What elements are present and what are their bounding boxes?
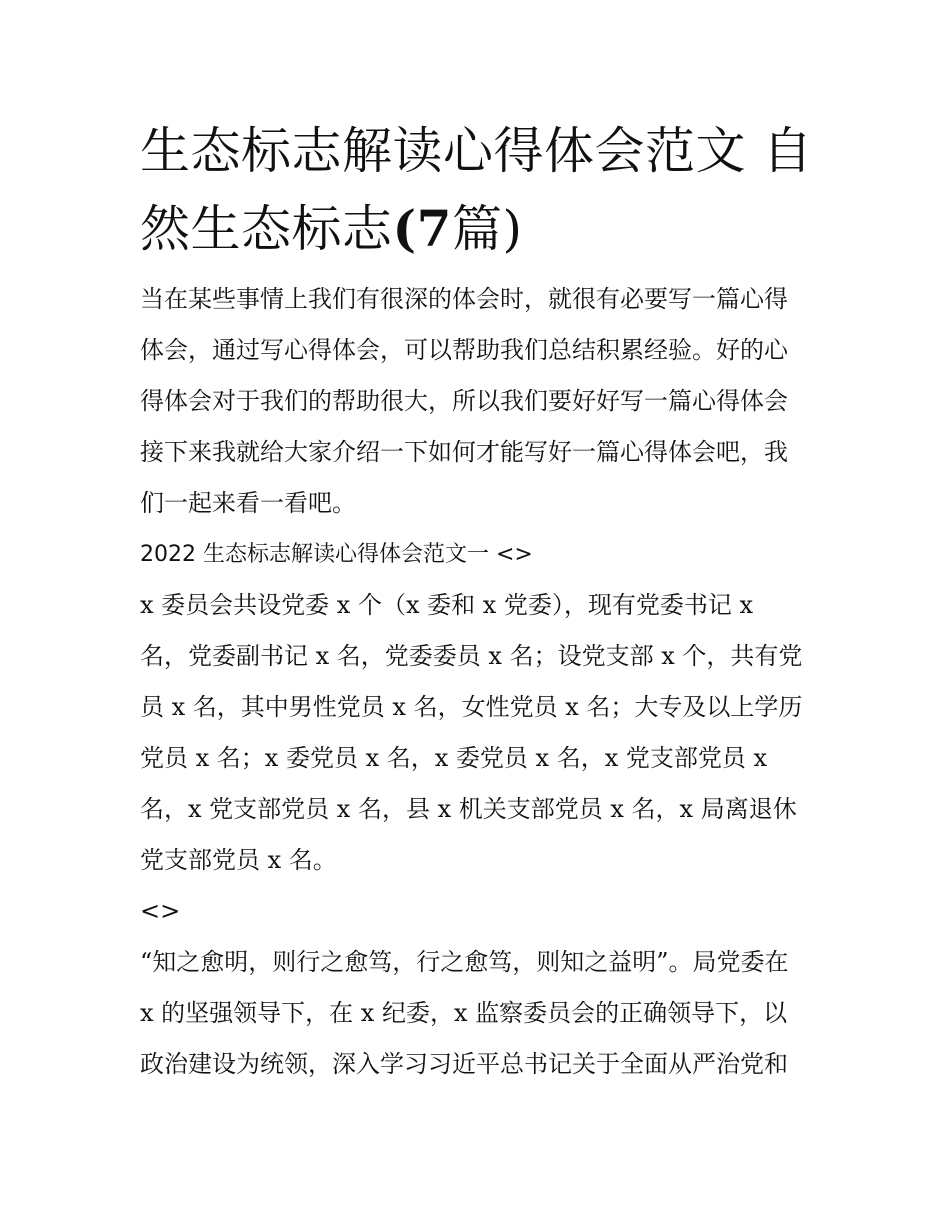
title-line-2: [140, 190, 840, 268]
intro-line: 得体会对于我们的帮助很大，所以我们要好好写一篇心得体会: [140, 387, 788, 415]
paragraph-1-line: 名，x 党支部党员 x 名，县 x 机关支部党员 x 名，x 局离退休: [140, 795, 797, 823]
paragraph-1-line: 党员 x 名；x 委党员 x 名，x 委党员 x 名，x 党支部党员 x: [140, 744, 768, 772]
document-body: [140, 274, 820, 1090]
paragraph-1-line: 党支部党员 x 名。: [140, 846, 337, 874]
separator-text: <>: [140, 897, 181, 925]
title-line-2-suffix: 篇): [451, 200, 523, 258]
intro-line: 接下来我就给大家介绍一下如何才能写好一篇心得体会吧，我: [140, 438, 788, 466]
intro-line: 们一起来看一看吧。: [140, 489, 356, 517]
paragraph-2-line: x 的坚强领导下，在 x 纪委，x 监察委员会的正确领导下，以: [140, 999, 788, 1027]
title-line-1: 生态标志解读心得体会范文 自: [140, 122, 813, 180]
section-heading-text: 2022 生态标志解读心得体会范文一 <>: [140, 542, 533, 567]
paragraph-2-line: “知之愈明，则行之愈笃，行之愈笃，则知之益明”。局党委在: [140, 948, 789, 976]
intro-line: 当在某些事情上我们有很深的体会时，就很有必要写一篇心得: [140, 285, 788, 313]
title-line-2-prefix: 然生态标志: [140, 200, 393, 258]
paragraph-1-line: x 委员会共设党委 x 个（x 委和 x 党委），现有党委书记 x: [140, 591, 754, 619]
paragraph-1-line: 员 x 名，其中男性党员 x 名，女性党员 x 名；大专及以上学历: [140, 693, 803, 721]
separator: [140, 886, 820, 937]
paragraph-2-line: 政治建设为统领，深入学习习近平总书记关于全面从严治党和: [140, 1050, 788, 1078]
paragraph-1: [140, 580, 820, 886]
intro-paragraph: [140, 274, 820, 529]
paragraph-1-line: 名，党委副书记 x 名，党委委员 x 名；设党支部 x 个，共有党: [140, 642, 803, 670]
title-line-2-bold: (7: [392, 199, 452, 258]
intro-line: 体会，通过写心得体会，可以帮助我们总结积累经验。好的心: [140, 336, 788, 364]
section-heading: [140, 529, 820, 580]
document-title: [140, 112, 840, 268]
paragraph-2: [140, 937, 820, 1090]
